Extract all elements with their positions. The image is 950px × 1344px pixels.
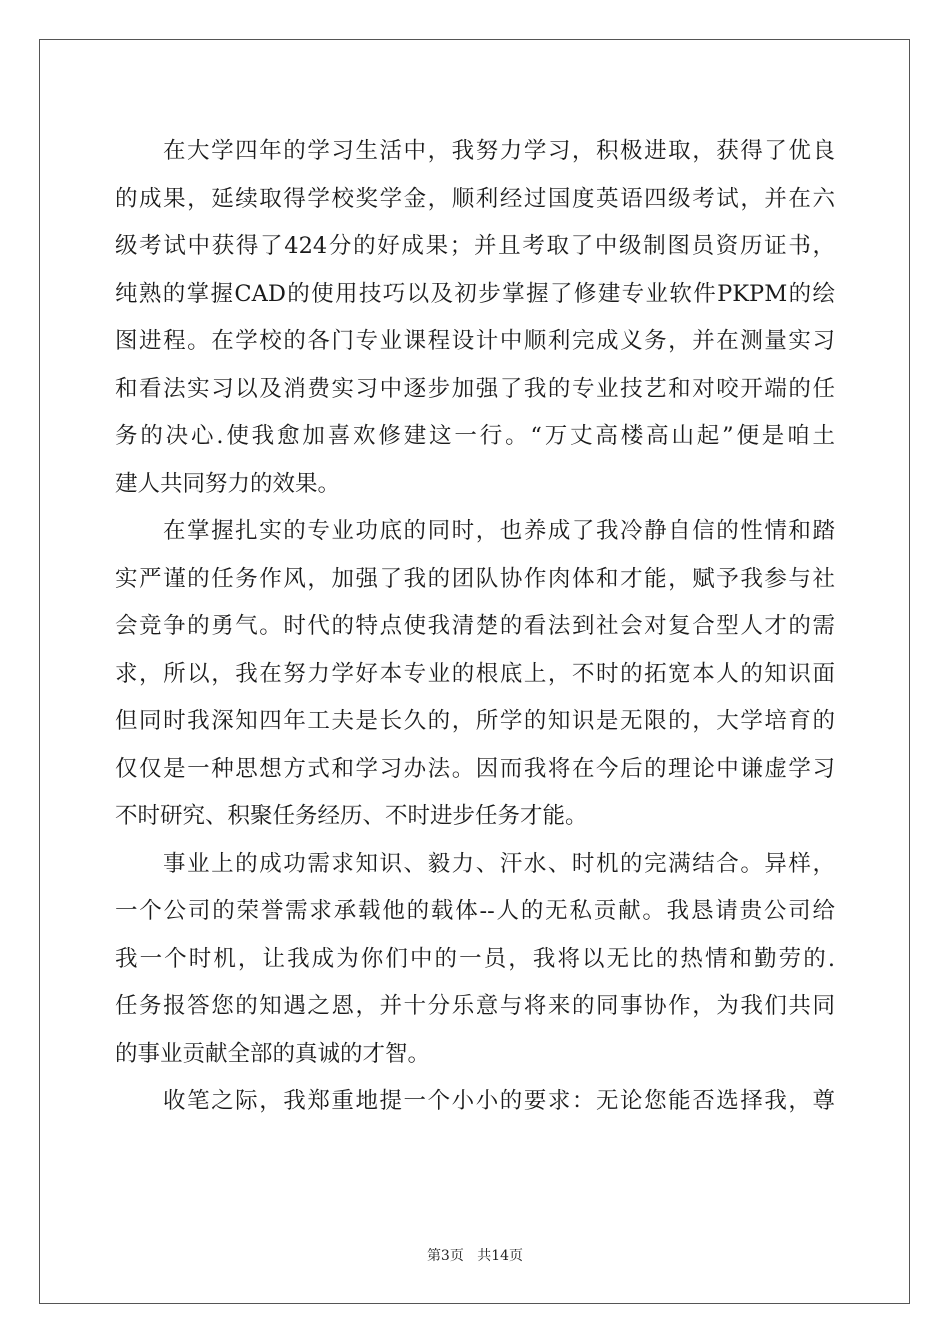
text-line: 我一个时机，让我成为你们中的一员，我将以无比的热情和勤劳的. xyxy=(115,945,835,972)
text-line: 求，所以，我在努力学好本专业的根底上，不时的拓宽本人的知识面 xyxy=(115,660,835,687)
text-line: 建人共同努力的效果。 xyxy=(115,470,341,497)
text-line: 收笔之际，我郑重地提一个小小的要求：无论您能否选择我，尊 xyxy=(163,1088,835,1114)
text-line: 和看法实习以及消费实习中逐步加强了我的专业技艺和对咬开端的任 xyxy=(115,375,835,402)
text-line: 实严谨的任务作风，加强了我的团队协作肉体和才能，赋予我参与社 xyxy=(115,565,835,592)
text-line: 会竞争的勇气。时代的特点使我清楚的看法到社会对复合型人才的需 xyxy=(115,613,835,639)
text-line: 级考试中获得了424分的好成果；并且考取了中级制图员资历证书， xyxy=(115,233,835,259)
text-line: 任务报答您的知遇之恩，并十分乐意与将来的同事协作，为我们共同 xyxy=(115,993,835,1019)
footer-separator xyxy=(464,1248,477,1264)
text-line: 不时研究、积聚任务经历、不时进步任务才能。 xyxy=(115,803,588,829)
page-total: 共14页 xyxy=(477,1248,524,1264)
text-line: 务的决心.使我愈加喜欢修建这一行。“万丈高楼高山起”便是咱土 xyxy=(115,423,835,449)
text-line: 在大学四年的学习生活中，我努力学习，积极进取，获得了优良 xyxy=(163,138,835,164)
text-line: 的成果，延续取得学校奖学金，顺利经过国度英语四级考试，并在六 xyxy=(115,185,835,212)
page-footer xyxy=(0,1246,950,1266)
text-line: 的事业贡献全部的真诚的才智。 xyxy=(115,1040,431,1067)
text-line: 仅仅是一种思想方式和学习办法。因而我将在今后的理论中谦虚学习 xyxy=(115,755,835,782)
text-line: 图进程。在学校的各门专业课程设计中顺利完成义务，并在测量实习 xyxy=(115,328,835,354)
text-line: 纯熟的掌握CAD的使用技巧以及初步掌握了修建专业软件PKPM的绘 xyxy=(115,280,835,307)
text-line: 但同时我深知四年工夫是长久的，所学的知识是无限的，大学培育的 xyxy=(115,708,835,734)
text-line: 一个公司的荣誉需求承载他的载体--人的无私贡献。我恳请贵公司给 xyxy=(115,898,835,924)
document-body xyxy=(115,128,835,1126)
page-number: 第3页 xyxy=(426,1248,464,1264)
text-line: 在掌握扎实的专业功底的同时，也养成了我冷静自信的性情和踏 xyxy=(163,518,835,544)
text-line: 事业上的成功需求知识、毅力、汗水、时机的完满结合。异样， xyxy=(163,850,835,877)
